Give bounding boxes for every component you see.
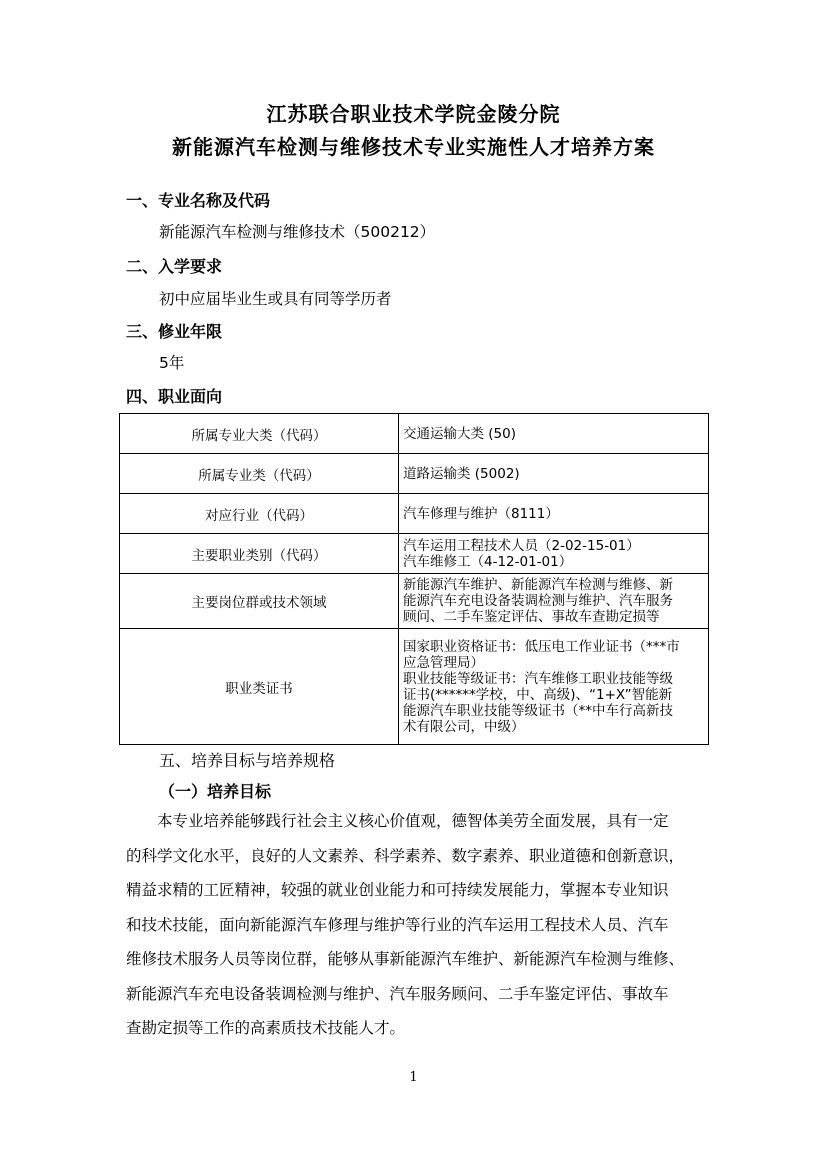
- table-row: [120, 414, 709, 454]
- training-goal-paragraph: [126, 804, 706, 1046]
- table-row: [120, 629, 709, 745]
- section-5-heading: 五、培养目标与培养规格: [159, 751, 336, 770]
- paragraph-line: 和技术技能，面向新能源汽车修理与维护等行业的汽车运用工程技术人员、汽车: [126, 915, 669, 934]
- table-key-cell: 职业类证书: [120, 629, 399, 745]
- table-row: [120, 454, 709, 494]
- table-value-line: 汽车运用工程技术人员（2-02-15-01）: [403, 537, 640, 554]
- page-number: 1: [409, 1070, 418, 1085]
- table-value-line: 术有限公司，中级）: [403, 718, 525, 735]
- table-value-line: 汽车维修工（4-12-01-01）: [403, 553, 573, 570]
- paragraph-line: 维修技术服务人员等岗位群，能够从事新能源汽车维护、新能源汽车检测与维修、: [126, 950, 685, 968]
- table-value-line: 新能源汽车维护、新能源汽车检测与维修、新: [403, 577, 673, 593]
- section-4-heading: 四、职业面向: [126, 387, 223, 406]
- table-value-line: 国家职业资格证书：低压电工作业证书（***市: [403, 638, 680, 655]
- table-row: [120, 534, 709, 574]
- table-row: [120, 494, 709, 534]
- table-row: [120, 574, 709, 629]
- paragraph-line: 精益求精的工匠精神，较强的就业创业能力和可持续发展能力，掌握本专业知识: [126, 881, 669, 899]
- document-title-program: 新能源汽车检测与维修技术专业实施性人才培养方案: [172, 135, 655, 159]
- section-3-text: 5年: [159, 354, 185, 372]
- section-1-heading: 一、专业名称及代码: [126, 191, 271, 210]
- table-value-cell: [399, 454, 709, 494]
- occupation-table: [119, 413, 709, 745]
- table-value-line: 交通运输大类 (50): [403, 425, 517, 442]
- table-value-line: 职业技能等级证书：汽车维修工职业技能等级: [403, 670, 673, 687]
- document-title-institution: 江苏联合职业技术学院金陵分院: [266, 102, 561, 126]
- section-3-heading: 三、修业年限: [126, 322, 223, 341]
- table-value-line: 证书(******学校，中、高级)、“1+X”智能新: [403, 686, 673, 703]
- table-value-cell: [399, 414, 709, 454]
- table-value-cell: [399, 534, 709, 574]
- table-value-cell: [399, 574, 709, 629]
- table-value-cell: [399, 629, 709, 745]
- table-value-line: 能源汽车充电设备装调检测与维护、汽车服务: [403, 593, 673, 609]
- paragraph-line: 查勘定损等工作的高素质技术技能人才。: [126, 1019, 406, 1037]
- section-5-subheading: （一）培养目标: [159, 782, 272, 801]
- table-key-cell: 所属专业类（代码）: [120, 454, 399, 494]
- table-value-line: 道路运输类 (5002): [403, 465, 520, 482]
- paragraph-line: 的科学文化水平，良好的人文素养、科学素养、数字素养、职业道德和创新意识，: [126, 846, 685, 865]
- section-2-text: 初中应届毕业生或具有同等学历者: [159, 290, 392, 308]
- section-1-text: 新能源汽车检测与维修技术（500212）: [159, 223, 436, 241]
- section-2-heading: 二、入学要求: [126, 257, 223, 276]
- paragraph-line: 新能源汽车充电设备装调检测与维护、汽车服务顾问、二手车鉴定评估、事故车: [126, 984, 669, 1003]
- table-value-line: 汽车修理与维护（8111）: [403, 505, 559, 522]
- paragraph-line: 本专业培养能够践行社会主义核心价值观，德智体美劳全面发展，具有一定: [126, 812, 669, 830]
- table-key-cell: 所属专业大类（代码）: [120, 414, 399, 454]
- table-value-line: 应急管理局）: [403, 654, 484, 671]
- table-key-cell: 主要岗位群或技术领域: [120, 574, 399, 629]
- table-value-cell: [399, 494, 709, 534]
- table-value-line: 顾问、二手车鉴定评估、事故车查勘定损等: [403, 609, 660, 625]
- table-value-line: 能源汽车职业技能等级证书（**中车行高新技: [403, 702, 673, 719]
- table-key-cell: 对应行业（代码）: [120, 494, 399, 534]
- table-key-cell: 主要职业类别（代码）: [120, 534, 399, 574]
